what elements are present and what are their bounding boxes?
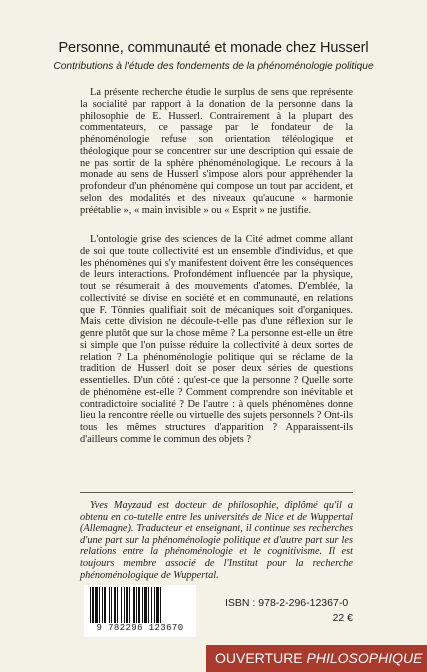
book-title: Personne, communauté et monade chez Husserl (58, 40, 369, 56)
author-bio-text: est docteur de philosophie, diplômé qu'il a obtenu en co-tutelle entre les universités de Nice et de Wuppertal (Allemagne). Traducteur et enseignant, il continue ses recherches d'une part sur la phénoménologie politique et d'autre part sur les relations entre la phénoménologie et le cognitivisme. Il est toujours membre associé de l'Institut pour la recherche phénoménologique de Wuppertal. (80, 500, 353, 581)
separator-rule (80, 492, 353, 493)
author-bio (80, 500, 353, 581)
summary-paragraph-1: La présente recherche étudie le surplus de sens que représente la socialité par rapport à la donation de la personne dans la philosophie de E. Husserl. Contrairement à la plupart des commentateurs, ce passage par le fondateur de la phénoménologie refuse son orientation téléologique et théologique pour se concentrer sur une description qui essaie de ne pas sortir de la sphère phénoménologique. Le recours à la monade au sens de Husserl s'impose alors pour appréhender la profondeur d'un phénomène qui compose un tout par accident, et selon des modalités et des niveaux qu'aucune « harmonie préétablie », « main invisible » ou « Esprit » ne justifie. (80, 87, 353, 216)
barcode-bars (90, 587, 190, 623)
book-subtitle: Contributions à l'étude des fondements de la phénoménologie politique (53, 61, 374, 72)
price: 22 € (332, 612, 353, 624)
barcode-digits: 9 782296 123670 (96, 623, 184, 633)
collection-band (206, 645, 427, 672)
collection-word-1: OUVERTURE (215, 650, 303, 666)
collection-word-2: PHILOSOPHIQUE (306, 650, 423, 666)
isbn: ISBN : 978-2-296-12367-0 (225, 597, 349, 609)
author-name: Yves Mayzaud (90, 500, 152, 511)
summary-paragraph-2: L'ontologie grise des sciences de la Cité admet comme allant de soi que toute collectivité est un ensemble d'individus, et que les phénomènes qui s'y manifestent doivent être les conséquences de leurs interactions. Profondément influencée par la physique, tout se résumerait à des mouvements d'atomes. D'emblée, la collectivité se divise en société et en communauté, en relations que F. Tönnies qualifiait soit de mécaniques soit d'organiques. Mais cette division ne découle-t-elle pas d'une réflexion sur le genre plutôt que sur la chose même ? La personne est-elle un être si simple que l'on puisse réduire la collectivité à deux sortes de relation ? La phénoménologie politique qui se réclame de la tradition de Husserl doit se poser deux séries de questions essentielles. D'un côté : qu'est-ce que la personne ? Quelle sorte de phénomène est-elle ? Comment comprendre son inévitable et contradictoire socialité ? De l'autre : à quels phénomènes donne lieu la rencontre réelle ou virtuelle des sujets personnels ? Ont-ils tous les mêmes structures d'apparition ? Apparaissent-ils d'ailleurs comme le commun des objets ? (80, 234, 353, 445)
barcode (84, 585, 196, 637)
